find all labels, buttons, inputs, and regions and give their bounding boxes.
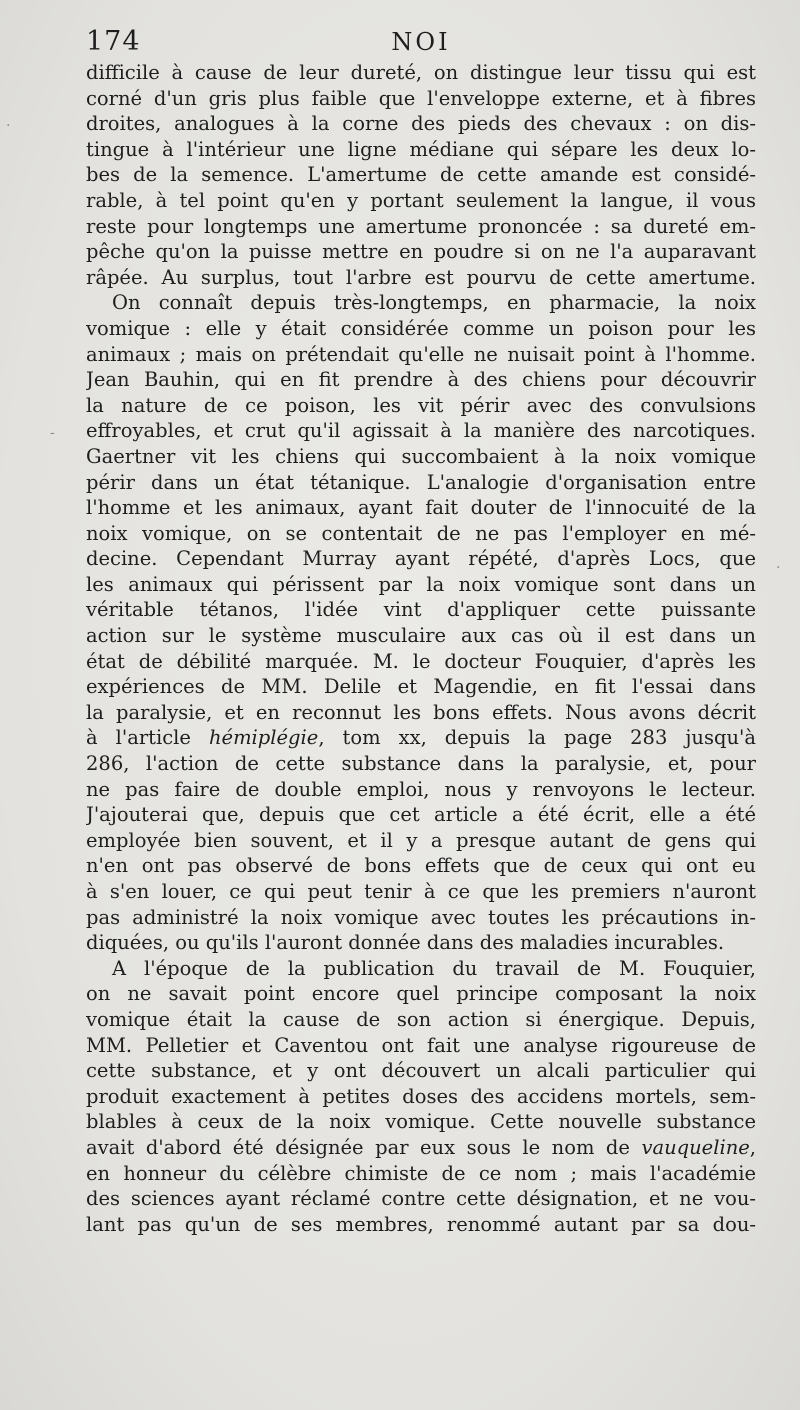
text-line: bes de la semence. L'amertume de cette amande est considé- — [86, 163, 756, 187]
text-line: animaux ; mais on prétendait qu'elle ne nuisait point à l'homme. — [86, 342, 756, 366]
text-segment: , — [749, 1135, 756, 1159]
text-line: état de débilité marquée. M. le docteur Fouquier, d'après les — [86, 649, 756, 673]
text-line: rable, à tel point qu'en y portant seulement la langue, il vous — [86, 188, 756, 212]
text-line: râpée. Au surplus, tout l'arbre est pourvu de cette amertume. — [86, 265, 756, 289]
text-line: les animaux qui périssent par la noix vomique sont dans un — [86, 572, 756, 596]
text-line: reste pour longtemps une amertume prononcée : sa dureté em- — [86, 214, 756, 238]
text-line: corné d'un gris plus faible que l'enveloppe externe, et à fibres — [86, 86, 756, 110]
page-header — [86, 26, 756, 62]
text-line: blables à ceux de la noix vomique. Cette nouvelle substance — [86, 1110, 756, 1134]
text-line-vauqueline — [86, 1135, 756, 1161]
text-segment: à l'article — [86, 726, 209, 750]
text-line: cette substance, et y ont découvert un alcali particulier qui — [86, 1059, 756, 1083]
text-line: effroyables, et crut qu'il agissait à la manière des narcotiques. — [86, 419, 756, 443]
text-line: tingue à l'intérieur une ligne médiane qui sépare les deux lo- — [86, 137, 756, 161]
text-line: droites, analogues à la corne des pieds des chevaux : on dis- — [86, 112, 756, 136]
margin-mark: - — [50, 425, 55, 441]
margin-mark: · — [776, 560, 781, 576]
text-line: Jean Bauhin, qui en fit prendre à des chiens pour découvrir — [86, 368, 756, 392]
text-line: lant pas qu'un de ses membres, renommé autant par sa dou- — [86, 1212, 756, 1236]
text-line: pêche qu'on la puisse mettre en poudre si on ne l'a auparavant — [86, 240, 756, 264]
text-line: des sciences ayant réclamé contre cette désignation, et ne vou- — [86, 1187, 756, 1211]
text-line: on ne savait point encore quel principe composant la noix — [86, 982, 756, 1006]
text-line: ne pas faire de double emploi, nous y renvoyons le lecteur. — [86, 777, 756, 801]
text-line: en honneur du célèbre chimiste de ce nom ; mais l'académie — [86, 1161, 756, 1185]
text-line: MM. Pelletier et Caventou ont fait une analyse rigoureuse de — [86, 1033, 756, 1057]
text-line: Gaertner vit les chiens qui succombaient à la noix vomique — [86, 444, 756, 468]
text-line: la nature de ce poison, les vit périr avec des convulsions — [86, 393, 756, 417]
text-line: l'homme et les animaux, ayant fait douter de l'innocuité de la — [86, 496, 756, 520]
text-line: action sur le système musculaire aux cas où il est dans un — [86, 624, 756, 648]
text-line: périr dans un état tétanique. L'analogie d'organisation entre — [86, 470, 756, 494]
text-line: J'ajouterai que, depuis que cet article a été écrit, elle a été — [86, 803, 756, 827]
text-line: noix vomique, on se contentait de ne pas l'employer en mé- — [86, 521, 756, 545]
text-line: vomique : elle y était considérée comme un poison pour les — [86, 316, 756, 340]
text-line: employée bien souvent, et il y a presque autant de gens qui — [86, 828, 756, 852]
text-line-hemiplegie — [86, 725, 756, 751]
text-line: à s'en louer, ce qui peut tenir à ce que les premiers n'auront — [86, 880, 756, 903]
text-line: vomique était la cause de son action si énergique. Depuis, — [86, 1007, 756, 1031]
text-line: expériences de MM. Delile et Magendie, en fit l'essai dans — [86, 675, 756, 699]
text-line: On connaît depuis très-longtemps, en pharmacie, la noix — [112, 291, 756, 315]
text-line: decine. Cependant Murray ayant répété, d'après Locs, que — [86, 547, 756, 571]
italic-term: hémiplégie — [208, 726, 319, 750]
margin-mark: · — [6, 118, 11, 134]
page-number: 174 — [86, 26, 141, 57]
text-line: pas administré la noix vomique avec toutes les précautions in- — [86, 905, 756, 929]
text-line: n'en ont pas observé de bons effets que de ceux qui ont eu — [86, 854, 756, 878]
text-line: diquées, ou qu'ils l'auront donnée dans des maladies incurables. — [86, 931, 725, 955]
text-line: véritable tétanos, l'idée vint d'appliquer cette puissante — [86, 598, 756, 622]
text-line: difficile à cause de leur dureté, on distingue leur tissu qui est — [86, 61, 756, 84]
text-line: la paralysie, et en reconnut les bons effets. Nous avons décrit — [86, 700, 756, 724]
text-segment: avait d'abord été désignée par eux sous le nom de — [86, 1135, 642, 1159]
running-head: NOI — [391, 28, 451, 56]
italic-term: vauqueline — [641, 1135, 750, 1159]
text-line: produit exactement à petites doses des accidens mortels, sem- — [86, 1084, 756, 1108]
text-line: A l'époque de la publication du travail de M. Fouquier, — [112, 956, 756, 980]
body-text — [86, 60, 756, 1237]
text-line: 286, l'action de cette substance dans la paralysie, et, pour — [86, 752, 756, 776]
text-segment: , tom xx, depuis la page 283 jusqu'à — [318, 726, 756, 750]
